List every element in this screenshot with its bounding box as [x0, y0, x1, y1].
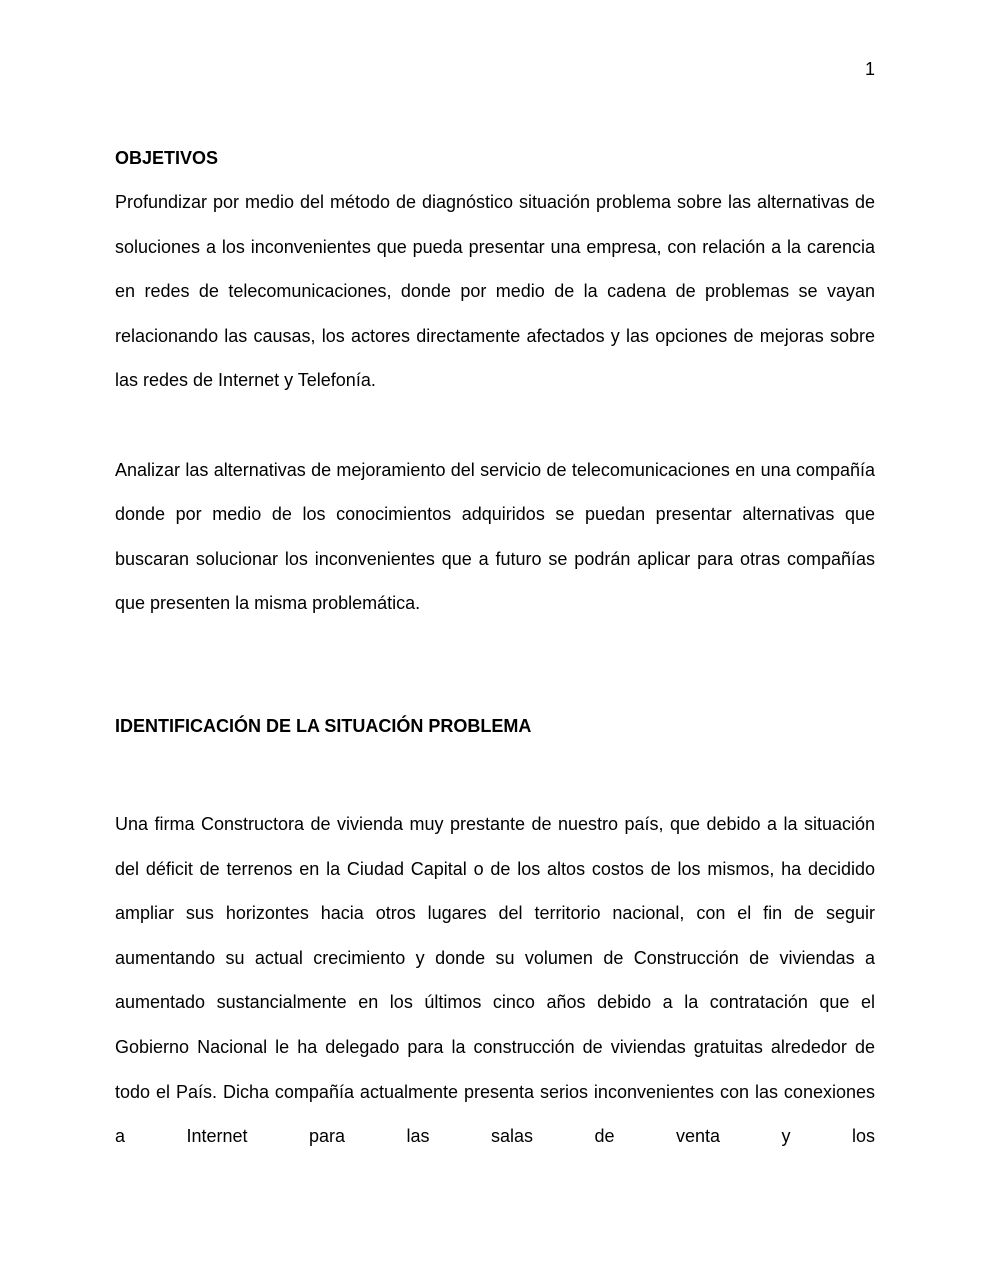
identificacion-paragraph-1: Una firma Constructora de vivienda muy prestante de nuestro país, que debido a la situación del déficit de terrenos en la Ciudad Capital o de los altos costos de los mismos, ha decidido ampliar sus horizontes hacia otros lugares del territorio nacional, con el fin de seguir aumentando su actual crecimiento y donde su volumen de Construcción de viviendas a aumentado sustancialmente en los últimos cinco años debido a la contratación que el Gobierno Nacional le ha delegado para la construcción de viviendas gratuitas alrededor de todo el País. Dicha compañía actualmente presenta serios inconvenientes con las conexiones a Internet para las salas de venta y los — [115, 813, 875, 1147]
heading-spacer — [115, 740, 875, 802]
section-spacer — [115, 626, 875, 712]
document-body — [115, 144, 875, 1159]
page-number: 1 — [864, 59, 875, 79]
paragraph-spacer — [115, 403, 875, 448]
section-heading-identificacion: IDENTIFICACIÓN DE LA SITUACIÓN PROBLEMA — [115, 715, 532, 736]
objetivos-paragraph-2: Analizar las alternativas de mejoramiento del servicio de telecomunicaciones en una compañía donde por medio de los conocimientos adquiridos se puedan presentar alternativas que buscaran solucionar los inconvenientes que a futuro se podrán aplicar para otras compañías que presenten la misma problemática. — [115, 459, 875, 614]
section-heading-objetivos: OBJETIVOS — [115, 148, 219, 168]
objetivos-paragraph-1: Profundizar por medio del método de diagnóstico situación problema sobre las alternativas de soluciones a los inconvenientes que pueda presentar una empresa, con relación a la carencia en redes de telecomunicaciones, donde por medio de la cadena de problemas se vayan relacionando las causas, los actores directamente afectados y las opciones de mejoras sobre las redes de Internet y Telefonía. — [115, 192, 875, 391]
